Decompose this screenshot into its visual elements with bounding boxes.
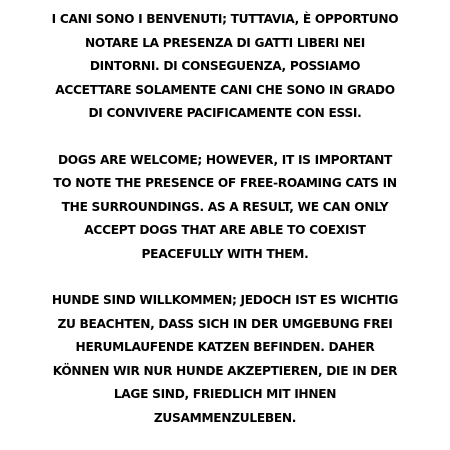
notice-paragraph-english: DOGS ARE WELCOME; HOWEVER, IT IS IMPORTANT TO NOTE THE PRESENCE OF FREE-ROAMING CATS IN THE SURROUNDINGS. AS A RESULT, WE CAN ONLY ACCEPT DOGS THAT ARE ABLE TO COEXIST PEACEFULLY WITH THEM. bbox=[53, 152, 397, 261]
pet-policy-notice bbox=[0, 8, 450, 430]
notice-paragraph-italian: I CANI SONO I BENVENUTI; TUTTAVIA, È OPPORTUNO NOTARE LA PRESENZA DI GATTI LIBERI NEI DINTORNI. DI CONSEGUENZA, POSSIAMO ACCETTARE SOLAMENTE CANI CHE SONO IN GRADO DI CONVIVERE PACIFICAMENTE CON ESSI. bbox=[51, 12, 399, 120]
notice-paragraph-german: HUNDE SIND WILLKOMMEN; JEDOCH IST ES WICHTIG ZU BEACHTEN, DASS SICH IN DER UMGEBUNG FREI HERUMLAUFENDE KATZEN BEFINDEN. DAHER KÖNNEN WIR NUR HUNDE AKZEPTIEREN, DIE IN DER LAGE SIND, FRIEDLICH MIT IHNEN ZUSAMMENZULEBEN. bbox=[51, 293, 399, 425]
